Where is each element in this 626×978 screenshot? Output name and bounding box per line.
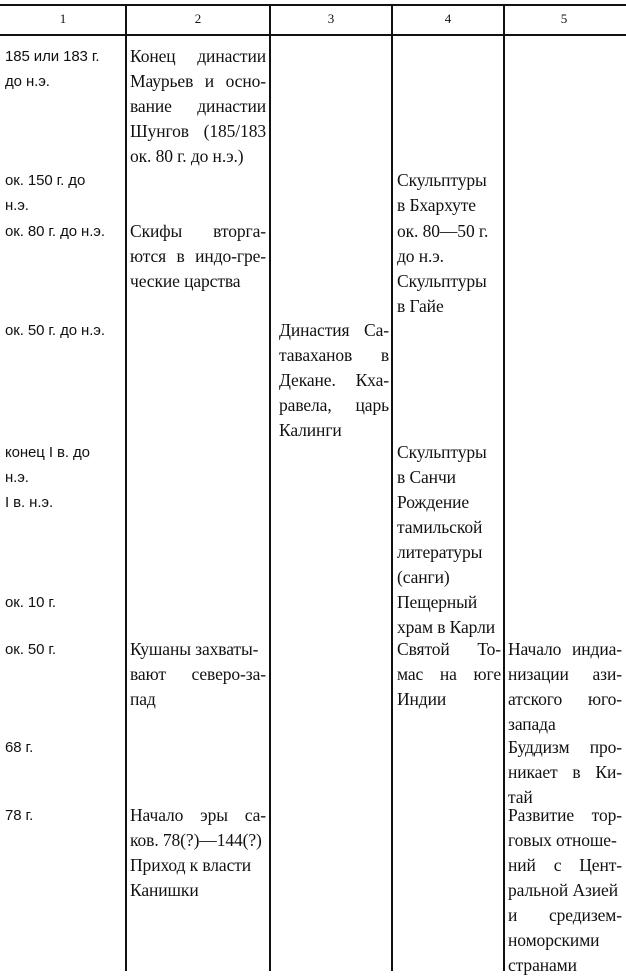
text-line: ок. 80—50 г. <box>397 221 489 241</box>
text-line: ок. 50 г. <box>5 641 56 658</box>
text-line: Индии <box>397 689 447 709</box>
text-line: Начало индиа- <box>508 639 622 659</box>
date-cell <box>5 735 123 760</box>
date-cell <box>5 590 123 615</box>
text-line: пад <box>130 689 156 709</box>
column-divider <box>125 4 127 971</box>
text-line: низации ази- <box>508 664 622 684</box>
text-line: до н.э. <box>397 246 444 266</box>
text-line: 185 или 183 г. <box>5 48 100 65</box>
text-line: Приход к власти <box>130 855 252 875</box>
text-line: 68 г. <box>5 739 34 756</box>
column-divider <box>269 4 271 971</box>
column-header-2: 2 <box>194 11 202 26</box>
text-line: в Санчи <box>397 467 456 487</box>
text-line: ков. 78(?)—144(?) <box>130 830 262 850</box>
text-line: Конец династии <box>130 46 266 66</box>
event-cell-col3 <box>279 318 389 443</box>
text-line: I в. н.э. <box>5 494 54 511</box>
text-line: Маурьев и осно- <box>130 71 266 91</box>
event-cell-col2 <box>130 219 266 294</box>
date-cell <box>5 803 123 828</box>
text-line: Декане. Кха- <box>279 370 389 390</box>
event-cell-col5 <box>508 735 622 810</box>
text-line: странами <box>508 955 577 975</box>
event-cell-col4 <box>397 590 501 640</box>
text-line: до н.э. <box>5 73 50 90</box>
text-line: говых отноше- <box>508 830 617 850</box>
text-line: запада <box>508 714 556 734</box>
column-divider <box>391 4 393 971</box>
column-header-3: 3 <box>327 11 335 26</box>
text-line: Развитие тор- <box>508 805 622 825</box>
text-line: н.э. <box>5 469 29 486</box>
event-cell-col4 <box>397 490 501 590</box>
text-line: вание династии <box>130 96 266 116</box>
text-line: и средизем- <box>508 905 622 925</box>
event-cell-col5 <box>508 637 622 737</box>
text-line: номорскими <box>508 930 600 950</box>
text-line: ются в индо-гре- <box>130 246 266 266</box>
text-line: Рождение <box>397 492 470 512</box>
text-line: ок. 150 г. до <box>5 172 86 189</box>
event-cell-col2 <box>130 637 266 712</box>
event-cell-col2 <box>130 803 266 903</box>
text-line: храм в Карли <box>397 617 495 637</box>
text-line: Пещерный <box>397 592 478 612</box>
column-divider <box>503 4 505 971</box>
date-cell <box>5 440 123 490</box>
text-line: (санги) <box>397 567 450 587</box>
event-cell-col4 <box>397 637 501 712</box>
text-line: ок. 80 г. до н.э. <box>5 223 105 240</box>
column-header-4: 4 <box>444 11 452 26</box>
text-line: ок. 10 г. <box>5 594 56 611</box>
text-line: в Бхархуте <box>397 195 476 215</box>
text-line: в Гайе <box>397 296 444 316</box>
event-cell-col4 <box>397 219 501 319</box>
table-top-rule <box>0 4 626 6</box>
text-line: Начало эры са- <box>130 805 266 825</box>
date-cell <box>5 637 123 662</box>
event-cell-col4 <box>397 168 501 218</box>
text-line: атского юго- <box>508 689 622 709</box>
text-line: Шунгов (185/183 <box>130 121 266 141</box>
text-line: литературы <box>397 542 483 562</box>
text-line: тай <box>508 787 533 807</box>
event-cell-col4 <box>397 440 501 490</box>
text-line: таваханов в <box>279 345 389 365</box>
text-line: Скифы вторга- <box>130 221 266 241</box>
text-line: вают северо-за- <box>130 664 266 684</box>
text-line: Буддизм про- <box>508 737 622 757</box>
text-line: ний с Цент- <box>508 855 622 875</box>
date-cell <box>5 490 123 515</box>
text-line: Скульптуры <box>397 271 487 291</box>
text-line: Святой То- <box>397 639 501 659</box>
text-line: ральной Азией <box>508 880 618 900</box>
event-cell-col5 <box>508 803 622 978</box>
text-line: Калинги <box>279 420 342 440</box>
text-line: Династия Са- <box>279 320 389 340</box>
event-cell-col2 <box>130 44 266 169</box>
date-cell <box>5 219 123 244</box>
text-line: Скульптуры <box>397 442 487 462</box>
text-line: Скульптуры <box>397 170 487 190</box>
text-line: Канишки <box>130 880 199 900</box>
text-line: н.э. <box>5 197 29 214</box>
date-cell <box>5 168 123 218</box>
header-bottom-rule <box>0 34 626 36</box>
text-line: тамильской <box>397 517 483 537</box>
date-cell <box>5 318 123 343</box>
text-line: никает в Ки- <box>508 762 622 782</box>
text-line: ческие царства <box>130 271 241 291</box>
text-line: ок. 50 г. до н.э. <box>5 322 105 339</box>
text-line: ок. 80 г. до н.э.) <box>130 146 244 166</box>
column-header-1: 1 <box>59 11 67 26</box>
text-line: равела, царь <box>279 395 389 415</box>
text-line: мас на юге <box>397 664 501 684</box>
text-line: конец I в. до <box>5 444 90 461</box>
text-line: Кушаны захваты- <box>130 639 259 659</box>
text-line: 78 г. <box>5 807 34 824</box>
column-header-5: 5 <box>560 11 568 26</box>
date-cell <box>5 44 123 94</box>
